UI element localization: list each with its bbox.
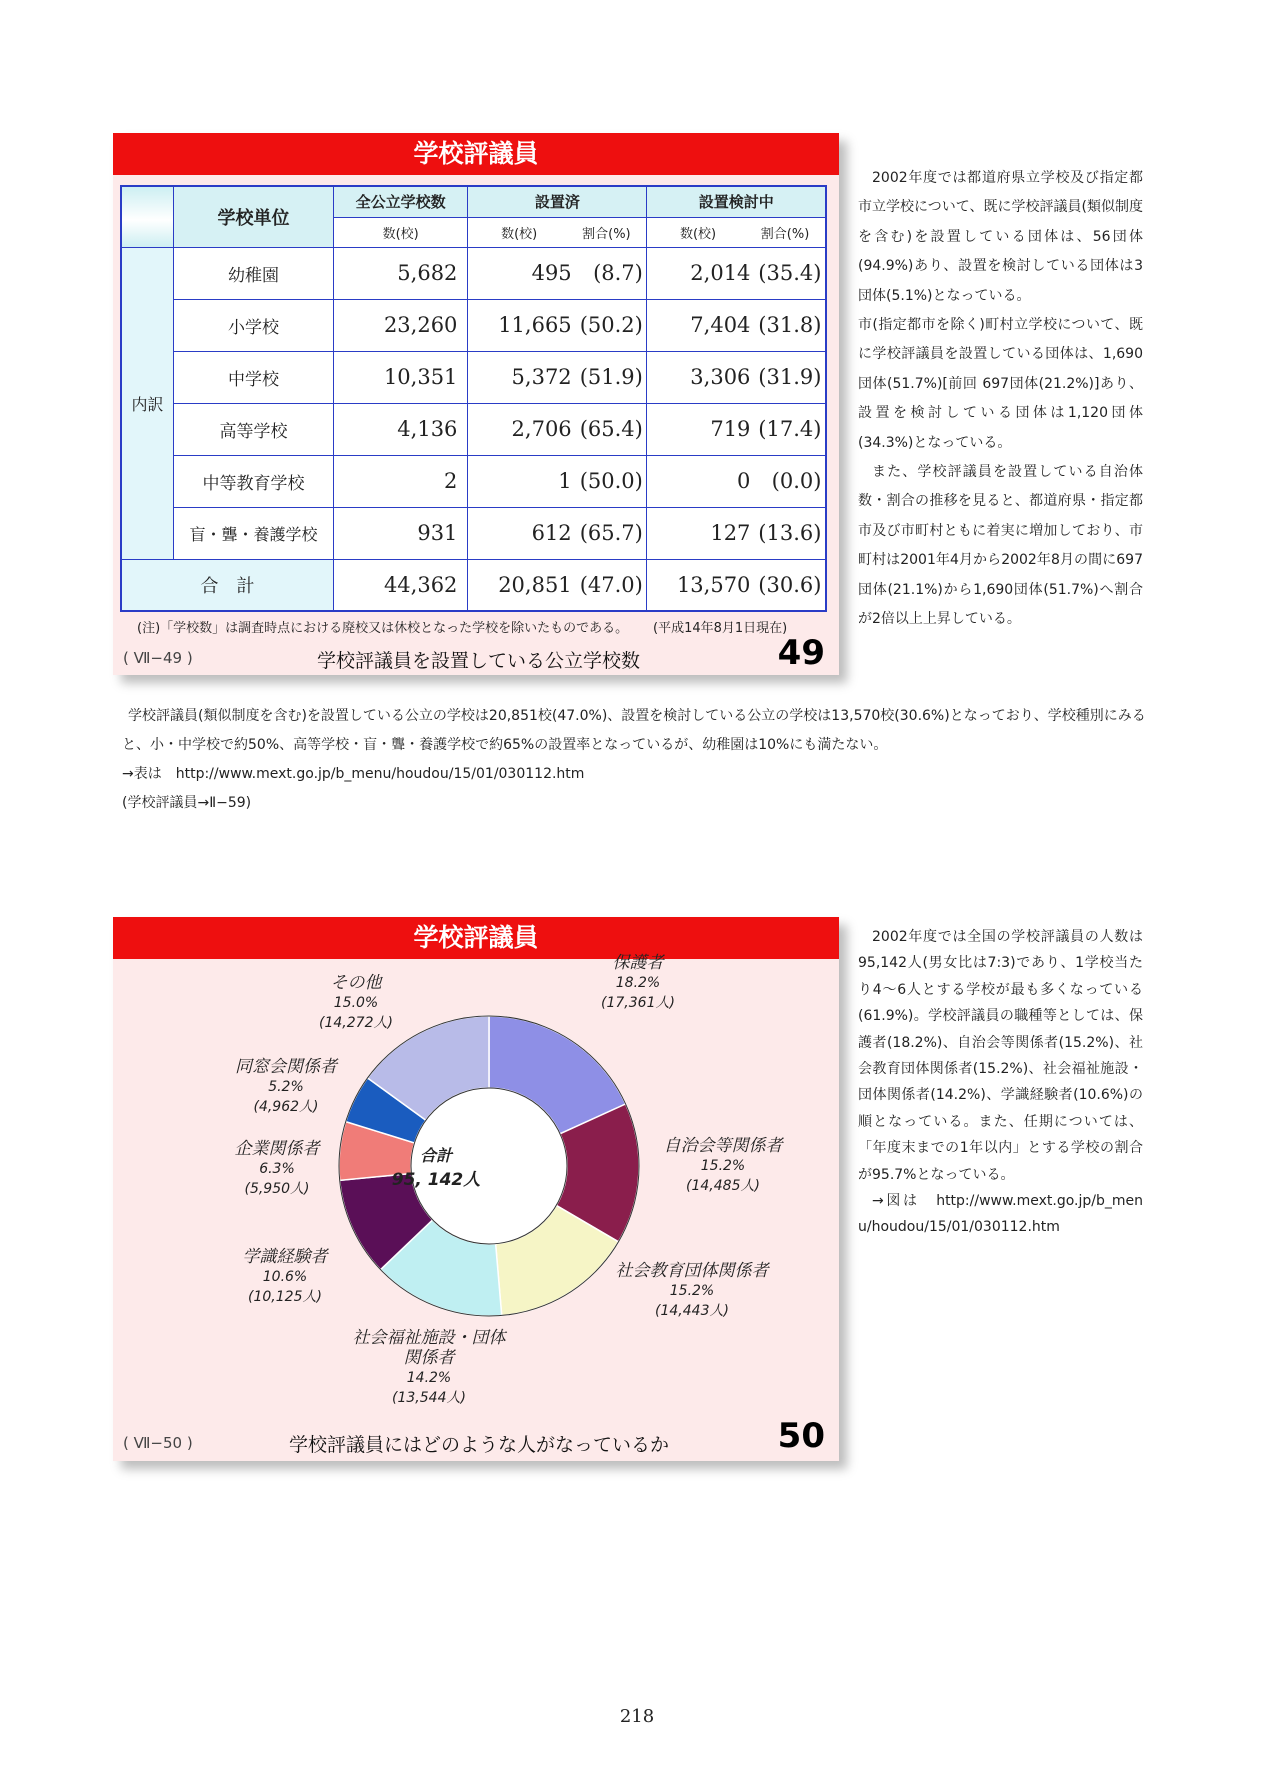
cons-ratio: (31.9) xyxy=(758,365,822,389)
sub-consider-cell xyxy=(647,217,826,247)
set-count: 1 xyxy=(558,469,572,493)
slide-number: 50 xyxy=(777,1416,825,1456)
set-ratio: (50.0) xyxy=(579,469,643,493)
set-cell xyxy=(468,299,647,351)
set-cell xyxy=(468,507,647,559)
sub-set-cell xyxy=(468,217,647,247)
set-cell xyxy=(468,247,647,299)
slide-code: ( Ⅶ−49 ) xyxy=(123,649,193,667)
label-alumni: 同窓会関係者 5.2% (4,962人) xyxy=(235,1057,337,1115)
cons-ratio: (30.6) xyxy=(758,572,822,597)
set-count: 2,706 xyxy=(511,417,572,441)
label-social-education: 社会教育団体関係者 15.2% (14,443人) xyxy=(615,1261,769,1319)
sub-count: 数(校) xyxy=(501,226,538,242)
slide-50 xyxy=(113,917,839,1461)
col-set-header: 設置済 xyxy=(468,186,647,217)
corner-cell xyxy=(121,186,174,247)
total-cell: 44,362 xyxy=(333,559,468,611)
consider-cell xyxy=(647,247,826,299)
row-label: 中等教育学校 xyxy=(174,455,334,507)
slide-number: 49 xyxy=(777,633,825,673)
consider-cell xyxy=(647,403,826,455)
cons-count: 13,570 xyxy=(676,572,751,597)
cons-ratio: (13.6) xyxy=(758,521,822,545)
group-label: 内訳 xyxy=(121,247,174,559)
slide-header: 学校評議員 xyxy=(113,133,839,175)
total-cell: 931 xyxy=(333,507,468,559)
side-paragraph: 2002年度では全国の学校評議員の人数は95,142人(男女比は7:3)であり、1学校当たり4〜6人とする学校が最も多くなっている(61.9%)。学校評議員の職種等としては、保護者(18.2%)、自治会等関係者(15.2%)、社会教育団体関係者(15.2%)、社会福祉施設・団体関係者(14.2%)、学識経験者(10.6%)の順となっている。また、任期については、「年度末までの1年以内」とする学校の割合が95.7%となっている。 xyxy=(858,929,1143,1183)
set-ratio: (50.2) xyxy=(579,313,643,337)
set-count: 495 xyxy=(531,261,572,285)
table-row xyxy=(121,403,826,455)
url-reference: →図は http://www.mext.go.jp/b_menu/houdou/15/01/030112.htm xyxy=(858,1193,1143,1236)
set-count: 5,372 xyxy=(511,365,572,389)
school-table xyxy=(120,185,827,612)
center-value: 95, 142人 xyxy=(391,1170,481,1190)
row-label: 盲・聾・養護学校 xyxy=(174,507,334,559)
label-other: その他 15.0% (14,272人) xyxy=(319,973,393,1031)
cross-reference: (学校評議員→Ⅱ−59) xyxy=(122,795,252,811)
side-paragraph: 2002年度では都道府県立学校及び指定都市立学校について、既に学校評議員(類似制度を含む)を設置している団体は、56団体(94.9%)あり、設置を検討している団体は3団体(5.1%)となっている。 xyxy=(858,170,1143,304)
total-cell: 5,682 xyxy=(333,247,468,299)
total-cell: 4,136 xyxy=(333,403,468,455)
set-count: 20,851 xyxy=(498,572,572,597)
set-count: 612 xyxy=(531,521,572,545)
row-label: 高等学校 xyxy=(174,403,334,455)
label-parents: 保護者 18.2% (17,361人) xyxy=(601,953,675,1011)
table-row xyxy=(121,299,826,351)
table-row xyxy=(121,455,826,507)
sub-count: 数(校) xyxy=(679,226,717,242)
total-cell: 23,260 xyxy=(333,299,468,351)
side-text-2 xyxy=(858,924,1143,1241)
consider-cell xyxy=(647,351,826,403)
cons-ratio: (17.4) xyxy=(758,417,822,441)
consider-cell xyxy=(647,455,826,507)
date-note: (平成14年8月1日現在) xyxy=(653,621,788,636)
col-consider-header: 設置検討中 xyxy=(647,186,826,217)
set-ratio: (8.7) xyxy=(593,261,643,285)
consider-cell xyxy=(647,559,826,611)
table-row xyxy=(121,247,826,299)
sub-ratio: 割合(%) xyxy=(582,226,631,242)
set-cell xyxy=(468,455,647,507)
set-ratio: (65.7) xyxy=(579,521,643,545)
total-cell: 2 xyxy=(333,455,468,507)
set-ratio: (51.9) xyxy=(579,365,643,389)
table-note: (注)「学校数」は調査時点における廃校又は休校となった学校を除いたものである。 xyxy=(137,621,629,636)
url-reference: →表は http://www.mext.go.jp/b_menu/houdou/15/01/030112.htm xyxy=(122,766,585,782)
cons-count: 2,014 xyxy=(690,261,751,285)
cons-ratio: (31.8) xyxy=(758,313,822,337)
col-total-header: 全公立学校数 xyxy=(333,186,468,217)
consider-cell xyxy=(647,507,826,559)
row-label: 中学校 xyxy=(174,351,334,403)
slide-49 xyxy=(113,133,839,675)
body-paragraph: 学校評議員(類似制度を含む)を設置している公立の学校は20,851校(47.0%)、設置を検討している公立の学校は13,570校(30.6%)となっており、学校種別にみると、小・中学校で約50%、高等学校・盲・聾・養護学校で約65%の設置率となっているが、幼稚園は10%にも満たない。 xyxy=(122,708,1146,753)
total-label: 合 計 xyxy=(121,559,333,611)
row-label: 小学校 xyxy=(174,299,334,351)
cons-count: 3,306 xyxy=(690,365,751,389)
table-row xyxy=(121,351,826,403)
table-row xyxy=(121,507,826,559)
consider-cell xyxy=(647,299,826,351)
side-paragraph: また、学校評議員を設置している自治体数・割合の推移を見ると、都道府県・指定都市及び市町村ともに着実に増加しており、市町村は2001年4月から2002年8月の間に697団体(21.1%)から1,690団体(51.7%)へ割合が2倍以上上昇している。 xyxy=(858,464,1143,628)
set-cell xyxy=(468,559,647,611)
set-cell xyxy=(468,403,647,455)
slide-caption: 学校評議員を設置している公立学校数 xyxy=(317,650,641,672)
set-ratio: (47.0) xyxy=(579,572,643,597)
total-cell: 10,351 xyxy=(333,351,468,403)
side-paragraph: 市(指定都市を除く)町村立学校について、既に学校評議員を設置している団体は、1,690団体(51.7%)[前回 697団体(21.2%)]あり、設置を検討している団体は1,120団体(34.3%)となっている。 xyxy=(858,317,1143,451)
page-number: 218 xyxy=(619,1706,655,1727)
cons-ratio: (35.4) xyxy=(758,261,822,285)
side-text-1 xyxy=(858,164,1143,635)
total-row xyxy=(121,559,826,611)
body-text xyxy=(122,702,1152,818)
set-count: 11,665 xyxy=(498,313,572,337)
set-cell xyxy=(468,351,647,403)
center-label: 合計 xyxy=(419,1146,452,1165)
label-social-welfare: 社会福祉施設・団体関係者 14.2% (13,544人) xyxy=(352,1328,506,1406)
slide-caption: 学校評議員にはどのような人がなっているか xyxy=(289,1434,670,1456)
label-neighborhood: 自治会等関係者 15.2% (14,485人) xyxy=(663,1136,783,1194)
cons-count: 0 xyxy=(737,469,751,493)
set-ratio: (65.4) xyxy=(579,417,643,441)
label-business: 企業関係者 6.3% (5,950人) xyxy=(234,1139,320,1197)
label-academic: 学識経験者 10.6% (10,125人) xyxy=(242,1247,328,1305)
cons-count: 7,404 xyxy=(690,313,751,337)
sub-count: 数(校) xyxy=(333,217,468,247)
cons-count: 127 xyxy=(710,521,751,545)
col-unit-header: 学校単位 xyxy=(174,186,334,247)
slide-header: 学校評議員 xyxy=(113,917,839,959)
cons-count: 719 xyxy=(710,417,751,441)
cons-ratio: (0.0) xyxy=(771,469,822,493)
slide-code: ( Ⅶ−50 ) xyxy=(123,1434,193,1452)
sub-ratio: 割合(%) xyxy=(760,226,810,242)
row-label: 幼稚園 xyxy=(174,247,334,299)
